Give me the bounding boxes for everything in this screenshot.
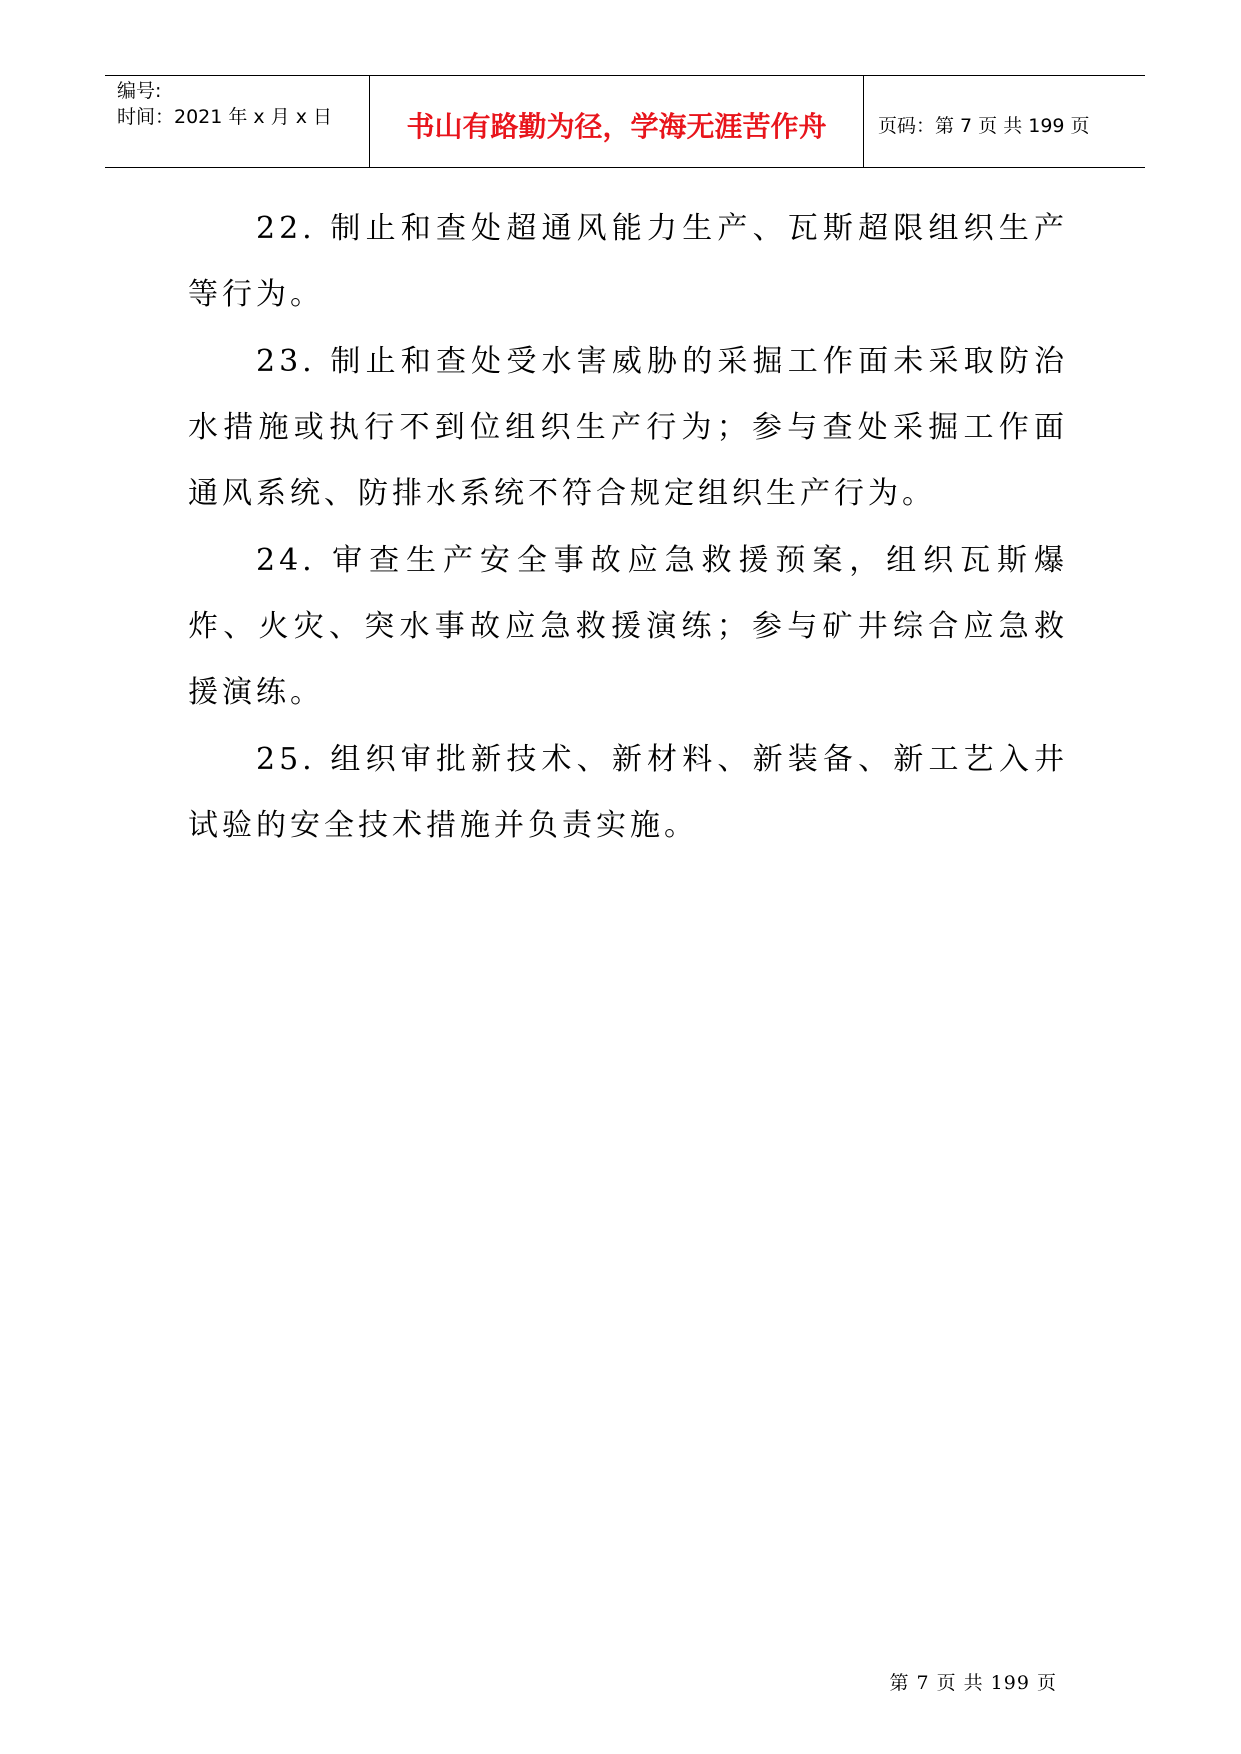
- page-footer: 第 7 页 共 199 页: [889, 1672, 1057, 1694]
- time-label: 时间：2021 年 x 月 x 日: [117, 106, 333, 128]
- header-page-info: 页码：第 7 页 共 199 页: [878, 115, 1090, 137]
- paragraph-24: 24. 审查生产安全事故应急救援预案，组织瓦斯爆炸、火灾、突水事故应急救援演练；参与矿井综合应急救援演练。: [188, 543, 1068, 710]
- paragraph-22: 22. 制止和查处超通风能力生产、瓦斯超限组织生产等行为。: [188, 211, 1068, 312]
- paragraph-23: 23. 制止和查处受水害威胁的采掘工作面未采取防治水措施或执行不到位组织生产行为；参与查处采掘工作面通风系统、防排水系统不符合规定组织生产行为。: [188, 344, 1068, 511]
- header-meta: [105, 76, 370, 167]
- document-body: [188, 196, 1068, 860]
- paragraph-25: 25. 组织审批新技术、新材料、新装备、新工艺入井试验的安全技术措施并负责实施。: [188, 742, 1068, 843]
- header-motto: 书山有路勤为径，学海无涯苦作舟: [370, 76, 864, 167]
- page-header: [105, 75, 1145, 168]
- number-label: 编号:: [117, 80, 162, 102]
